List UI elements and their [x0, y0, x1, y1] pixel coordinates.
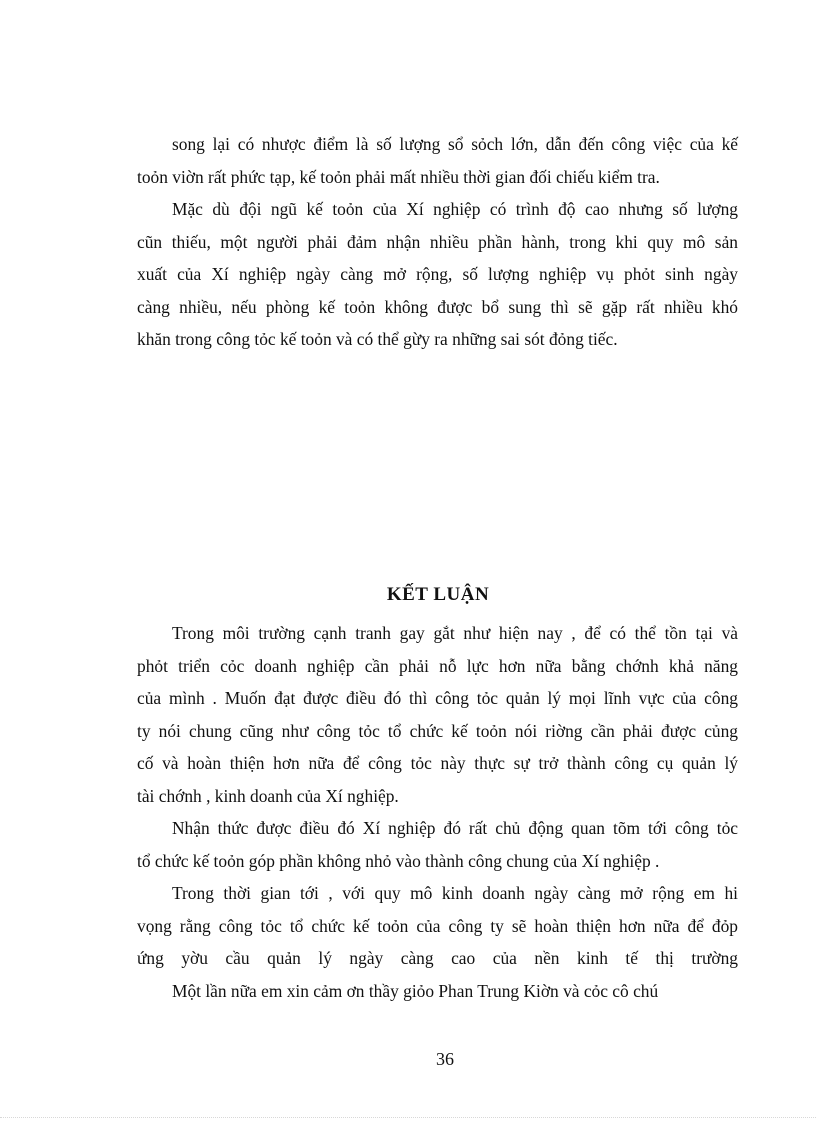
text-line: ty nói chung cũng như công tỏc tổ chức kế toỏn nói riờng cần phải được củng — [137, 720, 738, 741]
conclusion-heading: KẾT LUẬN — [386, 584, 490, 605]
text-line: tổ chức kế toỏn góp phần không nhỏ vào thành công chung của Xí nghiệp . — [137, 850, 660, 871]
text-line: càng nhiều, nếu phòng kế toỏn không được bổ sung thì sẽ gặp rất nhiều khó — [137, 296, 738, 317]
text-line: cố và hoàn thiện hơn nữa để công tỏc này thực sự trở thành công cụ quản lý — [137, 753, 738, 773]
text-line: phỏt triển cỏc doanh nghiệp cần phải nỗ lực hơn nữa bằng chớnh khả năng — [137, 655, 738, 676]
text-line: vọng rằng công tỏc tổ chức kế toỏn của công ty sẽ hoàn thiện hơn nữa để đỏp — [137, 915, 738, 936]
text-line: ứng yờu cầu quản lý ngày càng cao của nền kinh tế thị trường — [137, 948, 738, 968]
text-line: của mình . Muốn đạt được điều đó thì công tỏc quản lý mọi lĩnh vực của công — [137, 688, 738, 708]
conclusion-paragraphs — [137, 617, 738, 1007]
text-line: khăn trong công tỏc kế toỏn và có thể gừy ra những sai sót đỏng tiếc. — [137, 329, 618, 349]
text-line: Trong thời gian tới , với quy mô kinh doanh ngày càng mở rộng em hi — [172, 883, 738, 903]
page-number: 36 — [436, 1049, 454, 1069]
continued-paragraphs — [137, 128, 738, 356]
text-line: Nhận thức được điều đó Xí nghiệp đó rất chủ động quan tõm tới công tỏc — [172, 818, 738, 838]
text-line: cũn thiếu, một người phải đảm nhận nhiều phần hành, trong khi quy mô sản — [137, 231, 738, 252]
text-line: song lại có nhược điểm là số lượng sổ sỏch lớn, dẫn đến công việc của kế — [172, 134, 738, 154]
text-line: Một lần nữa em xin cảm ơn thầy giỏo Phan Trung Kiờn và cỏc cô chú — [172, 980, 659, 1001]
text-line: tài chớnh , kinh doanh của Xí nghiệp. — [137, 785, 399, 806]
text-line: xuất của Xí nghiệp ngày càng mở rộng, số lượng nghiệp vụ phỏt sinh ngày — [137, 264, 738, 284]
text-line: Trong môi trường cạnh tranh gay gắt như hiện nay , để có thể tồn tại và — [172, 623, 738, 643]
text-line: toỏn viờn rất phức tạp, kế toỏn phải mất nhiều thời gian đối chiếu kiểm tra. — [137, 166, 660, 187]
text-line: Mặc dù đội ngũ kế toỏn của Xí nghiệp có trình độ cao nhưng số lượng — [172, 199, 738, 219]
page-edge-divider — [0, 1117, 816, 1118]
